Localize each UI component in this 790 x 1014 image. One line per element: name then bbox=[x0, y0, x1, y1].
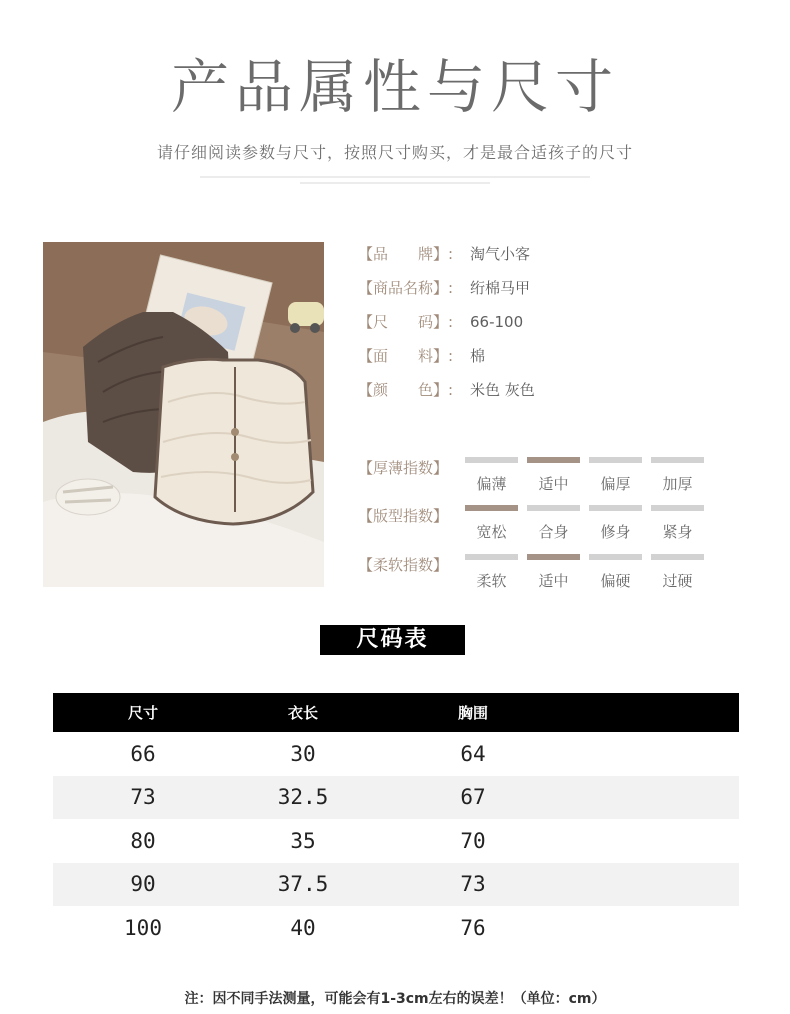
size-chart-banner: 尺码表 bbox=[320, 625, 465, 655]
size-chart-table bbox=[53, 693, 739, 950]
measurement-note: 注：因不同手法测量，可能会有1-3cm左右的误差！（单位：cm） bbox=[184, 991, 606, 1007]
table-row: 66 30 64 bbox=[130, 741, 486, 766]
thickness-option-selected: 适中 bbox=[527, 457, 580, 494]
page-subtitle: 请仔细阅读参数与尺寸，按照尺寸购买，才是最合适孩子的尺寸 bbox=[156, 143, 633, 162]
fit-option: 修身 bbox=[589, 505, 642, 542]
fit-option: 合身 bbox=[527, 505, 580, 542]
thickness-option: 加厚 bbox=[651, 457, 704, 494]
thickness-option: 偏薄 bbox=[465, 457, 518, 494]
header-size: 尺寸 bbox=[127, 704, 158, 722]
fit-index-label: 【版型指数】 bbox=[358, 507, 449, 525]
fit-option-selected: 宽松 bbox=[465, 505, 518, 542]
attribute-brand: 【品 牌】: 淘气小客 bbox=[358, 245, 531, 263]
softness-index-label: 【柔软指数】 bbox=[358, 556, 449, 574]
thickness-option: 偏厚 bbox=[589, 457, 642, 494]
attribute-product-name: 【商品名称】: 绗棉马甲 bbox=[358, 279, 531, 297]
table-row: 73 32.5 67 bbox=[53, 776, 739, 820]
fit-option: 紧身 bbox=[651, 505, 704, 542]
softness-option-selected: 适中 bbox=[527, 554, 580, 591]
product-photo bbox=[43, 242, 324, 587]
header-length: 衣长 bbox=[287, 704, 318, 722]
attribute-fabric: 【面 料】: 棉 bbox=[358, 347, 486, 365]
kids-quilted-vests-photo-icon bbox=[43, 242, 324, 587]
softness-option: 过硬 bbox=[651, 554, 704, 591]
decorative-divider bbox=[300, 182, 490, 184]
thickness-index-label: 【厚薄指数】 bbox=[358, 459, 449, 477]
attribute-size: 【尺 码】: 66-100 bbox=[358, 313, 524, 331]
table-row: 90 37.5 73 bbox=[53, 863, 739, 907]
header-chest: 胸围 bbox=[457, 704, 488, 722]
table-row: 80 35 70 bbox=[130, 828, 486, 853]
table-row: 100 40 76 bbox=[124, 915, 486, 940]
page-title: 产品属性与尺寸 bbox=[170, 53, 619, 121]
attribute-color: 【颜 色】: 米色 灰色 bbox=[358, 381, 535, 399]
decorative-divider bbox=[200, 176, 590, 178]
table-header bbox=[53, 693, 739, 732]
softness-option: 偏硬 bbox=[589, 554, 642, 591]
softness-option: 柔软 bbox=[465, 554, 518, 591]
